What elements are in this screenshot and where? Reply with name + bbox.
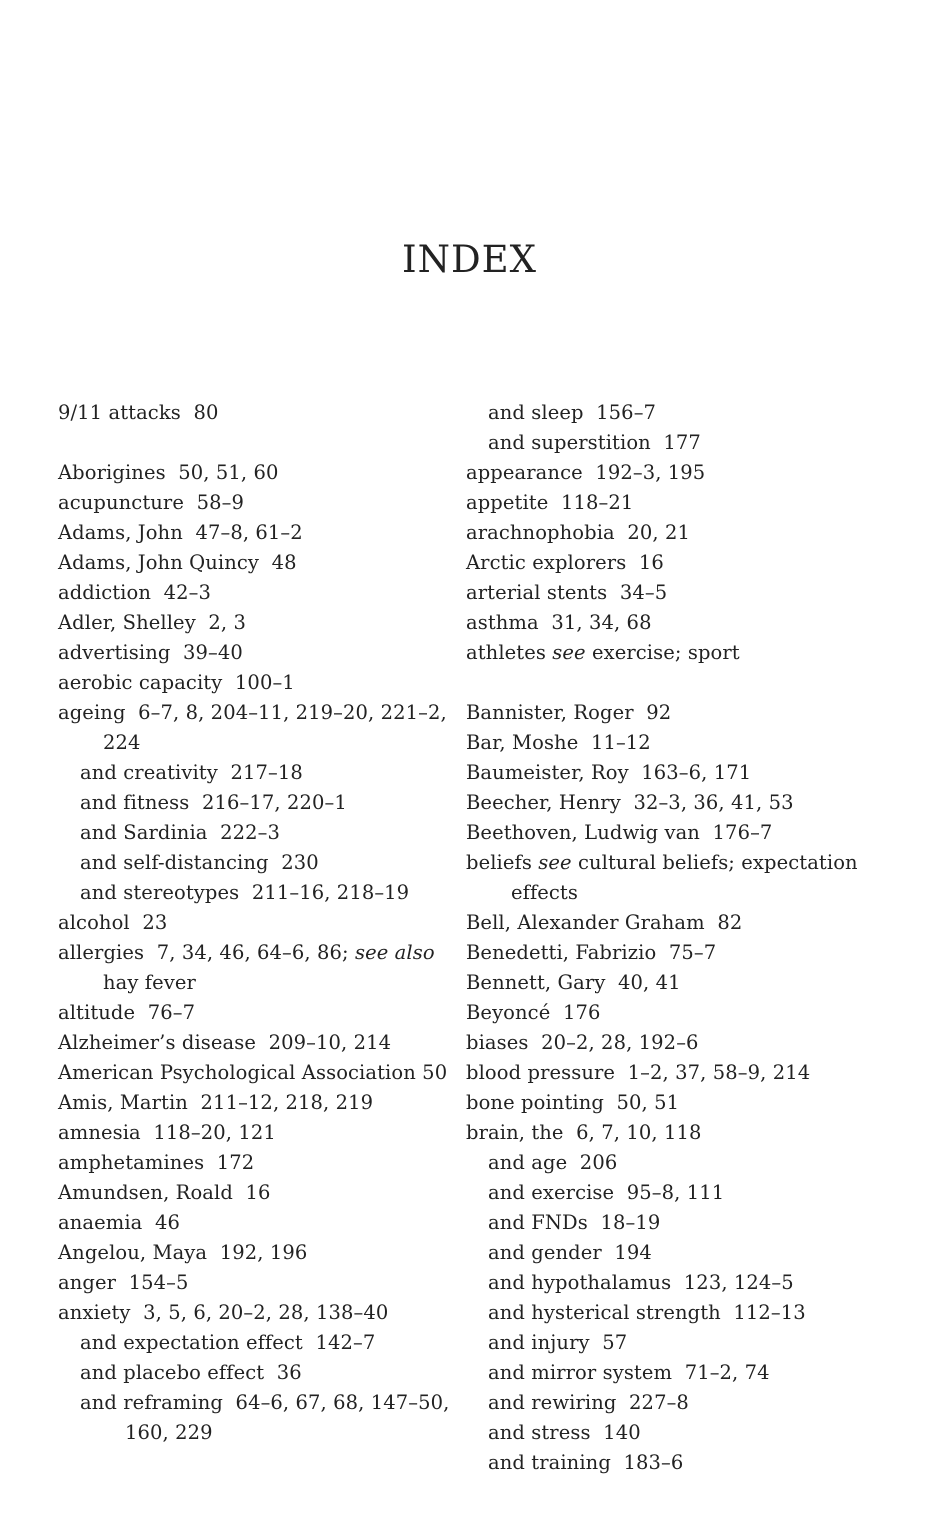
- index-subentry: [466, 1418, 926, 1448]
- index-entry: [466, 548, 926, 578]
- index-subentry: [466, 1298, 926, 1328]
- index-entry-text: and FNDs 18–19: [488, 1211, 661, 1234]
- index-entry-text: and superstition 177: [488, 431, 701, 454]
- index-entry: [466, 698, 926, 728]
- index-group-spacer: [466, 668, 926, 698]
- index-entry-reference-target: cultural beliefs; expectation effects: [511, 851, 865, 904]
- index-entry: [466, 638, 926, 668]
- index-entry-text: anxiety 3, 5, 6, 20–2, 28, 138–40: [58, 1301, 389, 1324]
- index-subentry: [58, 1328, 458, 1358]
- index-subentry: [58, 848, 458, 878]
- index-entry-text: beliefs: [466, 851, 539, 874]
- index-entry: [58, 1268, 458, 1298]
- index-entry-text: arachnophobia 20, 21: [466, 521, 690, 544]
- index-subentry: [58, 1358, 458, 1388]
- index-subentry: [466, 1448, 926, 1478]
- index-entry: [58, 518, 458, 548]
- index-entry: [58, 458, 458, 488]
- index-entry: [466, 908, 926, 938]
- index-entry-text: and rewiring 227–8: [488, 1391, 689, 1414]
- index-subentry: [58, 818, 458, 848]
- index-entry-text: Aborigines 50, 51, 60: [58, 461, 279, 484]
- index-entry-text: ageing 6–7, 8, 204–11, 219–20, 221–2, 224: [58, 701, 454, 754]
- index-entry-text: brain, the 6, 7, 10, 118: [466, 1121, 702, 1144]
- index-subentry: [58, 758, 458, 788]
- index-entry: [58, 638, 458, 668]
- index-entry-text: and hysterical strength 112–13: [488, 1301, 806, 1324]
- index-subentry: [466, 1388, 926, 1418]
- index-entry-text: arterial stents 34–5: [466, 581, 668, 604]
- index-entry-text: American Psychological Association 50: [58, 1061, 448, 1084]
- index-entry-text: and placebo effect 36: [80, 1361, 302, 1384]
- index-entry: [58, 1208, 458, 1238]
- index-entry-text: and self-distancing 230: [80, 851, 319, 874]
- index-subentry: [466, 1148, 926, 1178]
- index-entry: [466, 758, 926, 788]
- index-entry: [466, 848, 926, 908]
- page-title: INDEX: [401, 238, 537, 281]
- index-entry: [466, 488, 926, 518]
- index-subentry: [58, 788, 458, 818]
- index-subentry: [466, 1238, 926, 1268]
- index-entry: [58, 488, 458, 518]
- see-reference: see: [538, 851, 572, 874]
- index-entry: [466, 1088, 926, 1118]
- index-entry-reference-target: exercise; sport: [585, 641, 740, 664]
- index-entry: [58, 908, 458, 938]
- index-entry: [58, 1028, 458, 1058]
- index-entry-text: and sleep 156–7: [488, 401, 657, 424]
- index-entry: [58, 1298, 458, 1328]
- index-subentry: [58, 878, 458, 908]
- index-entry-text: Arctic explorers 16: [466, 551, 664, 574]
- index-entry: [58, 1178, 458, 1208]
- index-entry-text: Bennett, Gary 40, 41: [466, 971, 681, 994]
- index-entry-text: and creativity 217–18: [80, 761, 303, 784]
- index-entry: [466, 818, 926, 848]
- index-subentry: [466, 1358, 926, 1388]
- index-entry-text: anger 154–5: [58, 1271, 189, 1294]
- index-entry-text: advertising 39–40: [58, 641, 243, 664]
- index-entry-text: aerobic capacity 100–1: [58, 671, 295, 694]
- index-entry: [466, 728, 926, 758]
- index-entry: [466, 788, 926, 818]
- index-entry-text: Adams, John 47–8, 61–2: [58, 521, 303, 544]
- index-entry-text: anaemia 46: [58, 1211, 181, 1234]
- see-reference: see: [552, 641, 586, 664]
- index-entry-reference-target: hay fever: [103, 941, 442, 994]
- index-entry-text: and stress 140: [488, 1421, 641, 1444]
- index-entry: [466, 578, 926, 608]
- index-entry: [58, 1058, 458, 1088]
- index-entry: [58, 998, 458, 1028]
- index-subentry: [466, 1268, 926, 1298]
- index-entry-text: biases 20–2, 28, 192–6: [466, 1031, 699, 1054]
- index-entry-text: athletes: [466, 641, 553, 664]
- index-entry: [466, 998, 926, 1028]
- index-entry-text: and mirror system 71–2, 74: [488, 1361, 770, 1384]
- index-entry-text: and fitness 216–17, 220–1: [80, 791, 347, 814]
- index-entry: [58, 938, 458, 998]
- index-entry-text: Angelou, Maya 192, 196: [58, 1241, 308, 1264]
- index-entry-text: bone pointing 50, 51: [466, 1091, 680, 1114]
- index-entry-text: Alzheimer’s disease 209–10, 214: [58, 1031, 392, 1054]
- index-entry-text: and age 206: [488, 1151, 618, 1174]
- index-entry-text: and Sardinia 222–3: [80, 821, 280, 844]
- index-entry-text: appearance 192–3, 195: [466, 461, 706, 484]
- index-group-spacer: [58, 428, 458, 458]
- index-entry-text: Adler, Shelley 2, 3: [58, 611, 247, 634]
- index-entry: [58, 1148, 458, 1178]
- index-entry: [58, 1238, 458, 1268]
- index-subentry: [466, 428, 926, 458]
- index-entry-text: acupuncture 58–9: [58, 491, 244, 514]
- index-entry-text: altitude 76–7: [58, 1001, 196, 1024]
- index-entry: [466, 518, 926, 548]
- index-entry-text: amnesia 118–20, 121: [58, 1121, 276, 1144]
- index-entry: [466, 1058, 926, 1088]
- index-entry-text: Bell, Alexander Graham 82: [466, 911, 743, 934]
- index-entry: [58, 668, 458, 698]
- index-entry-text: Baumeister, Roy 163–6, 171: [466, 761, 752, 784]
- index-entry: [466, 1118, 926, 1148]
- index-subentry: [58, 1388, 458, 1448]
- index-column-right: [466, 398, 926, 1478]
- index-entry-text: and injury 57: [488, 1331, 628, 1354]
- index-entry-text: and expectation effect 142–7: [80, 1331, 376, 1354]
- index-subentry: [466, 1178, 926, 1208]
- index-entry-text: allergies 7, 34, 46, 64–6, 86;: [58, 941, 355, 964]
- index-entry-text: and hypothalamus 123, 124–5: [488, 1271, 794, 1294]
- index-entry-text: Beyoncé 176: [466, 1001, 601, 1024]
- index-entry: [58, 608, 458, 638]
- index-entry-text: Beethoven, Ludwig van 176–7: [466, 821, 773, 844]
- index-entry-text: blood pressure 1–2, 37, 58–9, 214: [466, 1061, 811, 1084]
- index-entry-text: alcohol 23: [58, 911, 168, 934]
- index-entry-text: Adams, John Quincy 48: [58, 551, 297, 574]
- index-entry-text: Bannister, Roger 92: [466, 701, 672, 724]
- index-column-left: [58, 398, 458, 1448]
- see-reference: see also: [355, 941, 435, 964]
- index-entry: [466, 1028, 926, 1058]
- index-entry: [466, 938, 926, 968]
- index-entry: [58, 548, 458, 578]
- index-entry: [466, 458, 926, 488]
- index-entry-text: and exercise 95–8, 111: [488, 1181, 725, 1204]
- index-entry: [466, 608, 926, 638]
- index-entry-text: and gender 194: [488, 1241, 652, 1264]
- index-entry-text: and reframing 64–6, 67, 68, 147–50, 160, 229: [80, 1391, 456, 1444]
- index-entry-text: and training 183–6: [488, 1451, 684, 1474]
- index-entry: [58, 398, 458, 428]
- index-entry-text: Amis, Martin 211–12, 218, 219: [58, 1091, 374, 1114]
- index-entry-text: Bar, Moshe 11–12: [466, 731, 651, 754]
- index-subentry: [466, 1208, 926, 1238]
- index-entry-text: appetite 118–21: [466, 491, 634, 514]
- index-subentry: [466, 398, 926, 428]
- index-entry: [58, 1118, 458, 1148]
- index-entry-text: asthma 31, 34, 68: [466, 611, 652, 634]
- index-entry-text: Amundsen, Roald 16: [58, 1181, 271, 1204]
- index-entry-text: amphetamines 172: [58, 1151, 255, 1174]
- index-entry: [58, 1088, 458, 1118]
- index-entry-text: Beecher, Henry 32–3, 36, 41, 53: [466, 791, 794, 814]
- index-entry: [58, 578, 458, 608]
- index-entry: [466, 968, 926, 998]
- index-entry-text: addiction 42–3: [58, 581, 211, 604]
- index-subentry: [466, 1328, 926, 1358]
- index-entry-text: 9/11 attacks 80: [58, 401, 219, 424]
- index-entry: [58, 698, 458, 758]
- index-entry-text: and stereotypes 211–16, 218–19: [80, 881, 410, 904]
- index-entry-text: Benedetti, Fabrizio 75–7: [466, 941, 717, 964]
